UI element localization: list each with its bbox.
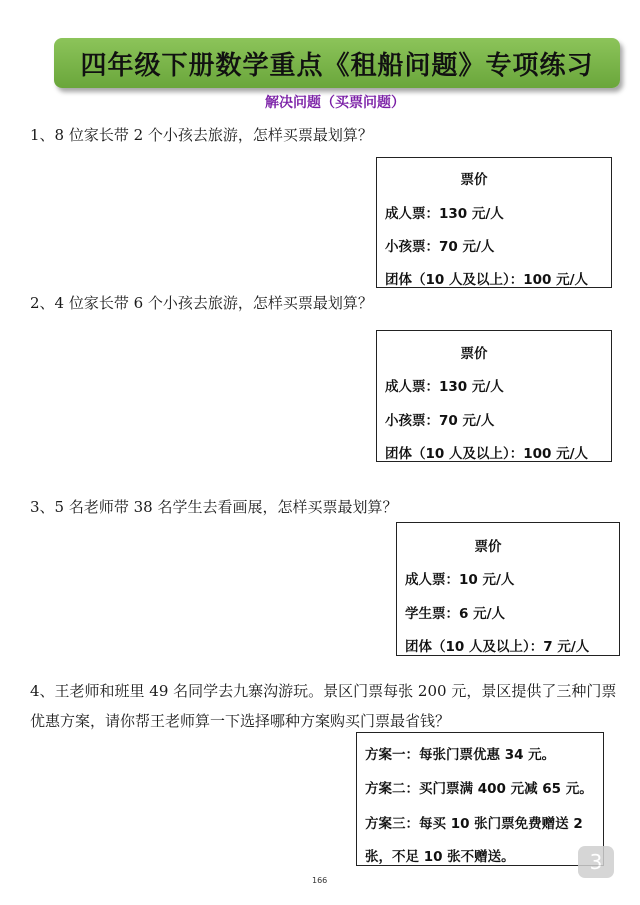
title-banner bbox=[54, 38, 620, 88]
question-3: 3、5 名老师带 38 名学生去看画展，怎样买票最划算？ bbox=[30, 498, 398, 516]
price-row: 小孩票：70 元/人 bbox=[385, 239, 495, 255]
plan-row: 方案一：每张门票优惠 34 元。 bbox=[365, 747, 556, 763]
price-row: 团体（10 人及以上）：7 元/人 bbox=[405, 639, 590, 655]
price-box-2 bbox=[376, 330, 612, 462]
price-row: 学生票：6 元/人 bbox=[405, 606, 506, 622]
price-box-heading: 票价 bbox=[474, 539, 502, 555]
price-box-heading: 票价 bbox=[460, 172, 488, 188]
price-row: 小孩票：70 元/人 bbox=[385, 413, 495, 429]
price-row: 团体（10 人及以上）：100 元/人 bbox=[385, 272, 589, 288]
price-row: 成人票：130 元/人 bbox=[385, 206, 504, 222]
price-row: 成人票：10 元/人 bbox=[405, 572, 515, 588]
question-2: 2、4 位家长带 6 个小孩去旅游，怎样买票最划算？ bbox=[30, 294, 373, 312]
plan-row: 方案三：每买 10 张门票免费赠送 2 bbox=[365, 816, 583, 832]
plan-row: 张，不足 10 张不赠送。 bbox=[365, 849, 515, 865]
section-subtitle: 解决问题（买票问题） bbox=[265, 95, 405, 111]
price-box-3 bbox=[396, 522, 620, 656]
page-badge: 3 bbox=[578, 846, 614, 878]
question-4: 4、王老师和班里 49 名同学去九寨沟游玩。景区门票每张 200 元，景区提供了三种门票优惠方案，请你帮王老师算一下选择哪种方案购买门票最省钱？ bbox=[30, 682, 617, 730]
price-box-1 bbox=[376, 157, 612, 288]
plan-box bbox=[356, 732, 604, 866]
price-row: 成人票：130 元/人 bbox=[385, 379, 504, 395]
plan-row: 方案二：买门票满 400 元减 65 元。 bbox=[365, 781, 593, 797]
question-1: 1、8 位家长带 2 个小孩去旅游，怎样买票最划算？ bbox=[30, 126, 373, 144]
page-number: 166 bbox=[312, 876, 328, 885]
price-row: 团体（10 人及以上）：100 元/人 bbox=[385, 446, 589, 462]
page-title: 四年级下册数学重点《租船问题》专项练习 bbox=[80, 50, 594, 81]
price-box-heading: 票价 bbox=[460, 346, 488, 362]
